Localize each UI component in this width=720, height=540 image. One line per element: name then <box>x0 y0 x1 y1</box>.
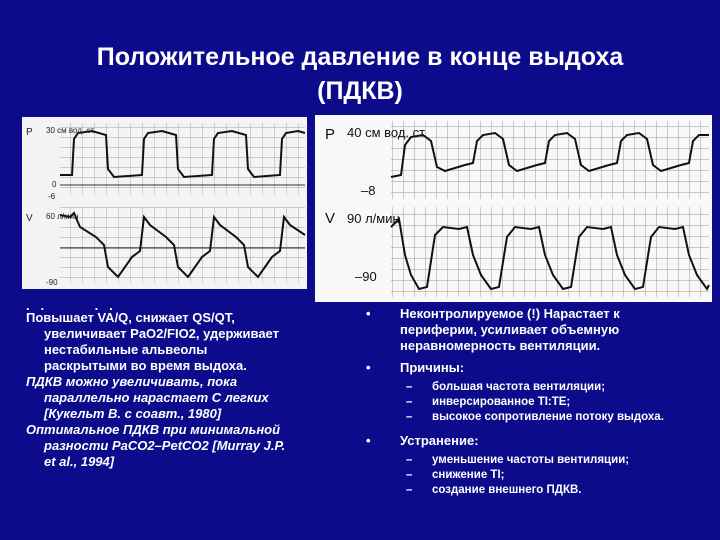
sub-item-text: инверсированное TI:TE; <box>432 396 571 408</box>
sub-item <box>366 453 716 468</box>
sub-item <box>366 380 716 395</box>
bullet-text-line: Неконтролируемое (!) Нарастает к <box>400 306 620 321</box>
sub-item-text: уменьшение частоты вентиляции; <box>432 454 630 466</box>
sub-item-text: снижение TI; <box>432 469 505 481</box>
sub-item <box>366 468 716 483</box>
left-text-line: параллельно нарастает С легких <box>44 390 269 405</box>
left-text-line: [Кукельт В. с соавт., 1980] <box>44 406 222 421</box>
right-v-bottom-label: –90 <box>355 269 377 284</box>
left-p-top-label: 30 см вод. ст. <box>46 126 96 135</box>
sub-item <box>366 483 716 498</box>
left-text-line: раскрытыми во время выдоха. <box>44 358 247 373</box>
left-text-line: Повышает VA/Q, снижает QS/QT, <box>26 310 235 325</box>
sub-item <box>366 410 716 425</box>
left-p-bottom-label: -6 <box>48 192 56 201</box>
bullet-dot: • <box>366 433 371 448</box>
left-text-block <box>26 310 356 470</box>
right-p-label: P <box>325 126 336 143</box>
bullet-text-line: Причины: <box>400 360 465 375</box>
bullet-item <box>366 433 716 449</box>
left-p-zero-label: 0 <box>52 180 57 189</box>
right-bullet-list <box>366 306 716 498</box>
bullet-text-line: периферии, усиливает объемную <box>400 322 620 337</box>
left-text-line: увеличивает PaO2/FIO2, удерживает <box>44 326 279 341</box>
sub-item-text: создание внешнего ПДКВ. <box>432 484 582 496</box>
slide-title-line-2: (ПДКВ) <box>317 77 403 105</box>
left-text-line: et al., 1994] <box>44 454 115 469</box>
left-v-top-label: 60 л/мин <box>46 212 79 221</box>
right-v-label: V <box>325 210 336 227</box>
slide-title-line-1: Положительное давление в конце выдоха <box>96 43 624 71</box>
bullet-dot: • <box>366 306 371 321</box>
dash-marker: – <box>406 411 413 423</box>
bullet-item <box>366 306 716 354</box>
right-p-bottom-label: –8 <box>361 183 376 198</box>
left-dot-markers: . . . . <box>26 298 113 313</box>
dash-marker: – <box>406 396 413 408</box>
left-p-label: P <box>26 127 33 138</box>
left-v-label: V <box>26 213 33 224</box>
left-text-line: ПДКВ можно увеличивать, пока <box>26 374 238 389</box>
right-v-top-label: 90 л/мин <box>347 211 400 226</box>
left-text-line: Оптимальное ПДКВ при минимальной <box>26 422 281 437</box>
sub-item-text: большая частота вентиляции; <box>432 381 606 393</box>
right-waveform-panel <box>315 115 712 302</box>
right-p-top-label: 40 см вод. ст. <box>347 125 428 140</box>
dash-marker: – <box>406 469 413 481</box>
left-v-bottom-label: -90 <box>46 278 58 287</box>
sub-item <box>366 395 716 410</box>
bullet-text-line: неравномерность вентиляции. <box>400 338 601 353</box>
left-text-line: нестабильные альвеолы <box>44 342 208 357</box>
left-text-line: разности PaCO2–PetCO2 [Murray J.P. <box>44 438 286 453</box>
dash-marker: – <box>406 454 413 466</box>
bullet-item <box>366 360 716 376</box>
bullet-dot: • <box>366 360 371 375</box>
dash-marker: – <box>406 484 413 496</box>
sub-item-text: высокое сопротивление потоку выдоха. <box>432 411 664 423</box>
bullet-text-line: Устранение: <box>400 433 479 448</box>
dash-marker: – <box>406 381 413 393</box>
left-waveform-panel <box>22 117 307 289</box>
